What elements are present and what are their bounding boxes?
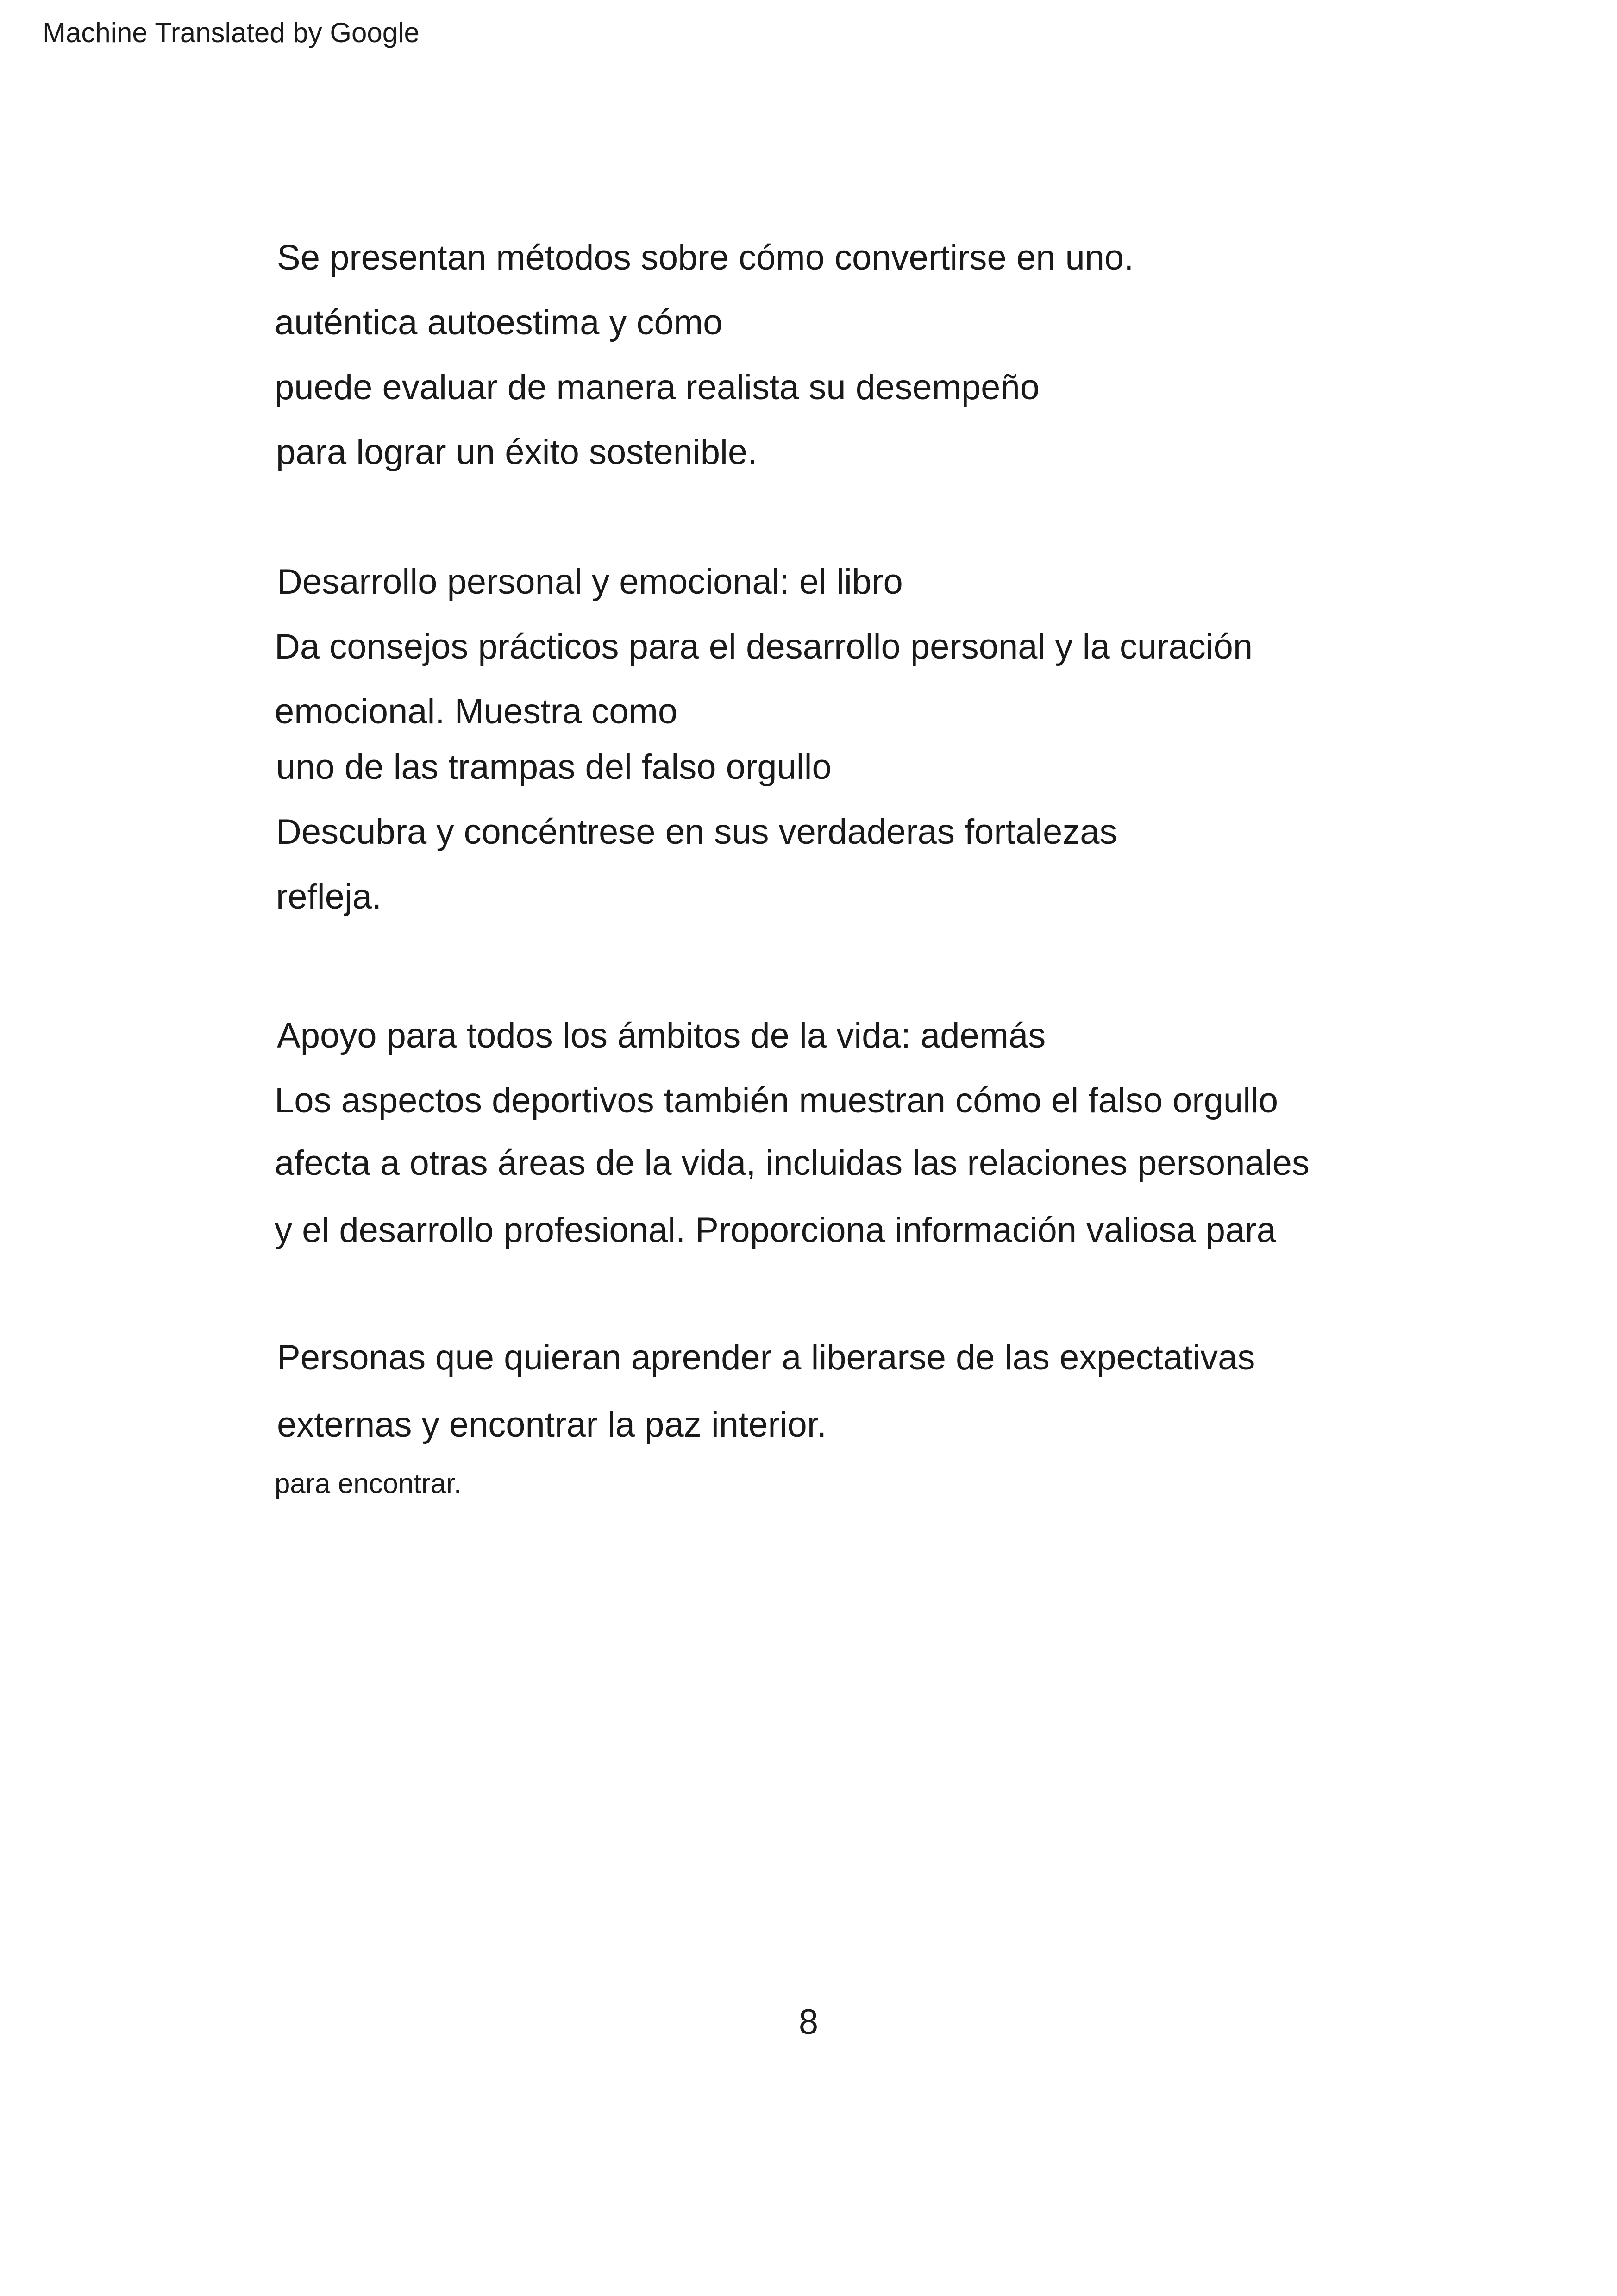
- text-line: Los aspectos deportivos también muestran cómo el falso orgullo: [275, 1081, 1279, 1120]
- text-line: Personas que quieran aprender a liberarse de las expectativas: [277, 1338, 1255, 1377]
- text-line: Descubra y concéntrese en sus verdaderas fortalezas: [276, 812, 1117, 852]
- text-line: Se presentan métodos sobre cómo convertirse en uno.: [277, 238, 1134, 277]
- page-number: 8: [798, 2002, 819, 2042]
- text-line: externas y encontrar la paz interior.: [277, 1405, 827, 1444]
- text-line: uno de las trampas del falso orgullo: [276, 747, 832, 787]
- text-line: Apoyo para todos los ámbitos de la vida: además: [277, 1016, 1046, 1055]
- text-line: afecta a otras áreas de la vida, incluidas las relaciones personales: [275, 1143, 1310, 1183]
- text-line: para lograr un éxito sostenible.: [276, 433, 758, 472]
- machine-translation-notice: Machine Translated by Google: [43, 17, 420, 48]
- text-line: y el desarrollo profesional. Proporciona información valiosa para: [275, 1211, 1276, 1250]
- text-line: refleja.: [276, 877, 382, 916]
- text-line: emocional. Muestra como: [275, 692, 678, 731]
- text-line: Desarrollo personal y emocional: el libro: [277, 562, 903, 602]
- text-line: para encontrar.: [275, 1468, 462, 1499]
- text-line: puede evaluar de manera realista su desempeño: [275, 368, 1040, 407]
- text-line: auténtica autoestima y cómo: [275, 303, 723, 342]
- text-line: Da consejos prácticos para el desarrollo personal y la curación: [275, 627, 1253, 666]
